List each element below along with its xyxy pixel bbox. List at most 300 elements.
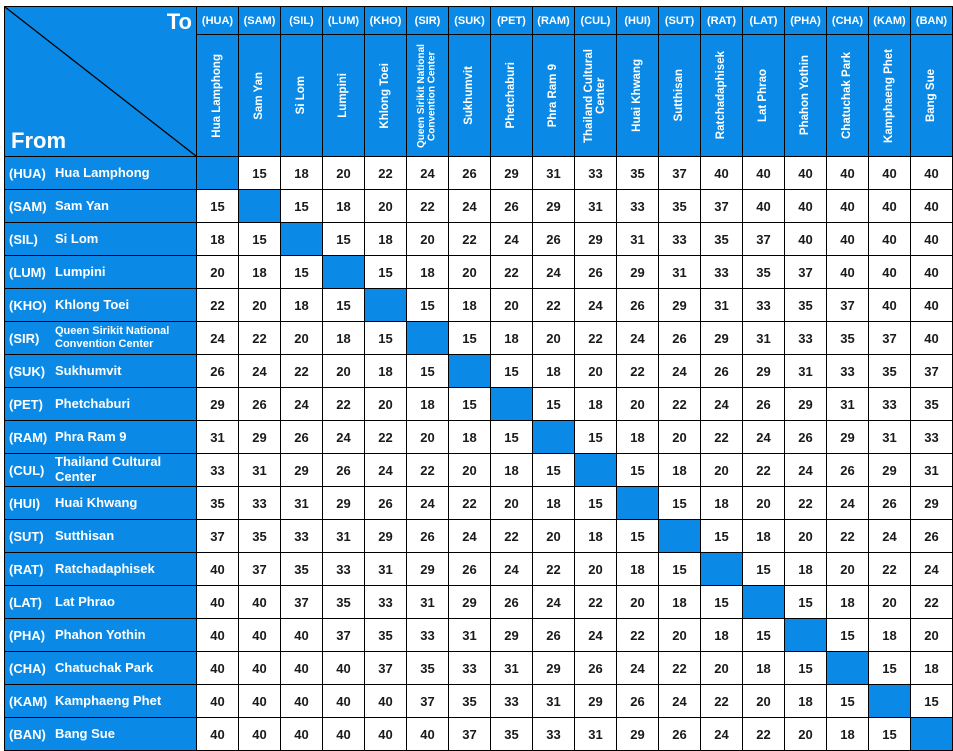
column-code-text: (HUA) xyxy=(201,14,234,27)
fare-cell: 40 xyxy=(911,256,952,288)
fare-cell: 35 xyxy=(239,520,280,552)
column-header-station xyxy=(617,35,658,156)
fare-cell: 15 xyxy=(449,388,490,420)
fare-cell: 40 xyxy=(869,223,910,255)
fare-cell: 26 xyxy=(449,553,490,585)
fare-cell: 35 xyxy=(785,289,826,321)
fare-cell: 40 xyxy=(785,190,826,222)
diagonal-cell xyxy=(617,487,658,519)
column-code-text: (SAM) xyxy=(243,14,276,27)
fare-cell: 33 xyxy=(743,289,784,321)
fare-cell: 40 xyxy=(281,685,322,717)
fare-cell: 24 xyxy=(659,685,700,717)
fare-cell: 35 xyxy=(491,718,532,750)
fare-cell: 22 xyxy=(449,487,490,519)
fare-cell: 22 xyxy=(659,388,700,420)
fare-cell: 33 xyxy=(533,718,574,750)
column-code-text: (KAM) xyxy=(873,14,906,27)
column-code-text: (BAN) xyxy=(915,14,948,27)
fare-cell: 18 xyxy=(743,652,784,684)
fare-cell: 18 xyxy=(365,223,406,255)
row-header-station xyxy=(5,652,196,684)
row-station-name: Si Lom xyxy=(55,230,99,246)
fare-cell: 35 xyxy=(911,388,952,420)
row-code-text: (SIL) xyxy=(9,231,38,247)
fare-cell: 18 xyxy=(533,487,574,519)
fare-cell: 22 xyxy=(743,718,784,750)
column-header-station xyxy=(827,35,868,156)
fare-cell: 35 xyxy=(407,652,448,684)
column-station-name: Sutthisan xyxy=(673,69,686,122)
fare-cell: 40 xyxy=(197,652,238,684)
fare-cell: 40 xyxy=(827,157,868,189)
row-station-name: Sam Yan xyxy=(55,197,109,213)
fare-cell: 18 xyxy=(449,421,490,453)
fare-cell: 22 xyxy=(617,355,658,387)
fare-cell: 40 xyxy=(281,652,322,684)
fare-cell: 26 xyxy=(281,421,322,453)
fare-cell: 29 xyxy=(743,355,784,387)
fare-cell: 24 xyxy=(281,388,322,420)
row-code-text: (PET) xyxy=(9,396,43,412)
column-code-text: (SIL) xyxy=(289,14,314,27)
column-header-station xyxy=(491,35,532,156)
fare-cell: 24 xyxy=(449,520,490,552)
fare-cell: 18 xyxy=(491,322,532,354)
column-code-text: (RAT) xyxy=(706,14,737,27)
fare-cell: 26 xyxy=(701,355,742,387)
fare-cell: 18 xyxy=(575,520,616,552)
fare-cell: 15 xyxy=(617,454,658,486)
column-code-text: (LUM) xyxy=(327,14,360,27)
fare-cell: 40 xyxy=(197,718,238,750)
fare-cell: 20 xyxy=(491,487,532,519)
fare-cell: 33 xyxy=(449,652,490,684)
column-station-name: Khlong Toei xyxy=(379,62,392,129)
column-header-station xyxy=(407,35,448,156)
column-header-code xyxy=(659,7,700,34)
fare-cell: 24 xyxy=(701,718,742,750)
fare-cell: 24 xyxy=(323,421,364,453)
fare-cell: 20 xyxy=(869,586,910,618)
diagonal-cell xyxy=(701,553,742,585)
fare-cell: 33 xyxy=(785,322,826,354)
fare-cell: 37 xyxy=(785,256,826,288)
row-header-station xyxy=(5,190,196,222)
fare-cell: 18 xyxy=(869,619,910,651)
fare-cell: 26 xyxy=(659,322,700,354)
fare-cell: 24 xyxy=(407,487,448,519)
column-station-name: Kamphaeng Phet xyxy=(883,48,896,143)
column-station-name: Phetchaburi xyxy=(505,62,518,129)
diagonal-cell xyxy=(491,388,532,420)
row-code-text: (KAM) xyxy=(9,693,48,709)
row-header-station xyxy=(5,223,196,255)
fare-cell: 18 xyxy=(827,718,868,750)
fare-cell: 31 xyxy=(659,256,700,288)
fare-cell: 35 xyxy=(743,256,784,288)
row-station-name: Huai Khwang xyxy=(55,494,138,510)
row-station-name: Khlong Toei xyxy=(55,296,130,312)
column-header-code xyxy=(449,7,490,34)
fare-cell: 40 xyxy=(197,619,238,651)
row-station-name: Sutthisan xyxy=(55,527,115,543)
fare-cell: 18 xyxy=(197,223,238,255)
fare-cell: 40 xyxy=(365,685,406,717)
fare-cell: 40 xyxy=(743,190,784,222)
fare-cell: 31 xyxy=(827,388,868,420)
fare-cell: 20 xyxy=(827,553,868,585)
fare-cell: 40 xyxy=(281,619,322,651)
fare-cell: 22 xyxy=(407,454,448,486)
fare-cell: 20 xyxy=(407,223,448,255)
fare-cell: 40 xyxy=(281,718,322,750)
fare-cell: 22 xyxy=(491,256,532,288)
fare-cell: 24 xyxy=(701,388,742,420)
fare-cell: 26 xyxy=(323,454,364,486)
fare-cell: 29 xyxy=(827,421,868,453)
row-code-text: (RAM) xyxy=(9,429,48,445)
fare-cell: 37 xyxy=(365,652,406,684)
fare-cell: 37 xyxy=(743,223,784,255)
column-header-station xyxy=(533,35,574,156)
fare-cell: 40 xyxy=(785,157,826,189)
fare-cell: 22 xyxy=(323,388,364,420)
fare-cell: 18 xyxy=(533,355,574,387)
fare-cell: 15 xyxy=(239,157,280,189)
fare-cell: 40 xyxy=(323,685,364,717)
fare-cell: 15 xyxy=(239,223,280,255)
fare-cell: 24 xyxy=(239,355,280,387)
fare-cell: 20 xyxy=(911,619,952,651)
fare-cell: 24 xyxy=(407,157,448,189)
fare-cell: 20 xyxy=(491,289,532,321)
row-header-station xyxy=(5,487,196,519)
fare-cell: 18 xyxy=(407,388,448,420)
diagonal-cell xyxy=(323,256,364,288)
row-code-text: (RAT) xyxy=(9,561,44,577)
fare-cell: 26 xyxy=(911,520,952,552)
fare-cell: 22 xyxy=(659,652,700,684)
fare-cell: 20 xyxy=(449,454,490,486)
fare-cell: 29 xyxy=(785,388,826,420)
fare-cell: 29 xyxy=(701,322,742,354)
fare-cell: 18 xyxy=(701,487,742,519)
fare-cell: 20 xyxy=(659,421,700,453)
fare-cell: 35 xyxy=(869,355,910,387)
fare-cell: 31 xyxy=(743,322,784,354)
fare-cell: 40 xyxy=(911,289,952,321)
from-label: From xyxy=(11,128,66,153)
column-code-text: (SUT) xyxy=(664,14,695,27)
fare-cell: 31 xyxy=(575,190,616,222)
fare-cell: 26 xyxy=(617,685,658,717)
fare-cell: 40 xyxy=(239,685,280,717)
fare-cell: 31 xyxy=(701,289,742,321)
diagonal-cell xyxy=(533,421,574,453)
fare-cell: 26 xyxy=(659,718,700,750)
row-header-station xyxy=(5,355,196,387)
fare-cell: 15 xyxy=(701,520,742,552)
fare-cell: 33 xyxy=(197,454,238,486)
fare-cell: 18 xyxy=(365,355,406,387)
fare-cell: 35 xyxy=(617,157,658,189)
row-code-text: (CUL) xyxy=(9,462,45,478)
column-header-station xyxy=(575,35,616,156)
fare-cell: 15 xyxy=(407,289,448,321)
row-header-station xyxy=(5,520,196,552)
fare-cell: 33 xyxy=(491,685,532,717)
fare-cell: 29 xyxy=(365,520,406,552)
fare-cell: 37 xyxy=(869,322,910,354)
row-header-station xyxy=(5,454,196,486)
column-header-station xyxy=(365,35,406,156)
fare-cell: 35 xyxy=(365,619,406,651)
fare-cell: 40 xyxy=(911,322,952,354)
fare-cell: 37 xyxy=(449,718,490,750)
fare-cell: 20 xyxy=(701,454,742,486)
fare-cell: 22 xyxy=(407,190,448,222)
fare-cell: 35 xyxy=(827,322,868,354)
fare-cell: 33 xyxy=(575,157,616,189)
column-code-text: (SUK) xyxy=(454,14,485,27)
fare-cell: 18 xyxy=(617,421,658,453)
row-code-text: (SIR) xyxy=(9,330,40,346)
fare-cell: 26 xyxy=(575,652,616,684)
row-header-station xyxy=(5,586,196,618)
fare-cell: 15 xyxy=(197,190,238,222)
fare-cell: 31 xyxy=(449,619,490,651)
fare-cell: 35 xyxy=(659,190,700,222)
row-station-name: Thailand Cultural Center xyxy=(55,454,162,484)
fare-cell: 20 xyxy=(197,256,238,288)
fare-cell: 15 xyxy=(449,322,490,354)
row-code-text: (BAN) xyxy=(9,726,46,742)
fare-cell: 33 xyxy=(281,520,322,552)
column-header-code xyxy=(701,7,742,34)
column-header-code xyxy=(785,7,826,34)
fare-cell: 26 xyxy=(197,355,238,387)
fare-cell: 22 xyxy=(827,520,868,552)
to-label: To xyxy=(166,9,192,34)
row-station-name: Hua Lamphong xyxy=(55,164,150,180)
fare-cell: 20 xyxy=(533,520,574,552)
row-header-station xyxy=(5,157,196,189)
diagonal-cell xyxy=(449,355,490,387)
fare-cell: 18 xyxy=(827,586,868,618)
diagonal-cell xyxy=(575,454,616,486)
fare-cell: 22 xyxy=(701,421,742,453)
diagonal-cell xyxy=(197,157,238,189)
fare-cell: 15 xyxy=(743,619,784,651)
fare-cell: 15 xyxy=(281,190,322,222)
fare-cell: 33 xyxy=(911,421,952,453)
fare-cell: 26 xyxy=(407,520,448,552)
column-header-station xyxy=(911,35,952,156)
fare-cell: 20 xyxy=(785,718,826,750)
fare-cell: 31 xyxy=(617,223,658,255)
column-header-station xyxy=(785,35,826,156)
fare-cell: 18 xyxy=(449,289,490,321)
fare-cell: 35 xyxy=(701,223,742,255)
fare-cell: 31 xyxy=(575,718,616,750)
row-header-station xyxy=(5,685,196,717)
row-station-name: Bang Sue xyxy=(55,725,115,741)
row-station-name: Ratchadaphisek xyxy=(55,560,155,576)
column-station-name: Si Lom xyxy=(295,76,308,115)
fare-cell: 22 xyxy=(575,322,616,354)
fare-cell: 18 xyxy=(491,454,532,486)
fare-cell: 29 xyxy=(281,454,322,486)
row-header-station xyxy=(5,322,196,354)
row-station-name: Phetchaburi xyxy=(55,395,131,411)
fare-cell: 20 xyxy=(575,355,616,387)
column-station-name: Phra Ram 9 xyxy=(547,63,560,128)
column-header-code xyxy=(239,7,280,34)
fare-cell: 35 xyxy=(449,685,490,717)
fare-cell: 40 xyxy=(869,289,910,321)
fare-cell: 37 xyxy=(197,520,238,552)
fare-cell: 15 xyxy=(659,487,700,519)
fare-cell: 31 xyxy=(197,421,238,453)
row-code-text: (KHO) xyxy=(9,297,47,313)
fare-cell: 18 xyxy=(617,553,658,585)
fare-cell: 26 xyxy=(449,157,490,189)
fare-cell: 18 xyxy=(911,652,952,684)
fare-cell: 20 xyxy=(575,553,616,585)
fare-cell: 22 xyxy=(491,520,532,552)
fare-cell: 20 xyxy=(365,190,406,222)
fare-cell: 18 xyxy=(659,454,700,486)
fare-cell: 29 xyxy=(449,586,490,618)
row-header-station xyxy=(5,421,196,453)
column-station-name: Queen Sirikit National Convention Center xyxy=(416,43,438,148)
row-header-station xyxy=(5,619,196,651)
column-station-name: Ratchadaphisek xyxy=(715,51,728,140)
fare-cell: 22 xyxy=(239,322,280,354)
fare-cell: 24 xyxy=(365,454,406,486)
fare-cell: 40 xyxy=(827,223,868,255)
column-station-name: Sam Yan xyxy=(253,71,266,120)
fare-cell: 40 xyxy=(701,157,742,189)
fare-cell: 15 xyxy=(827,619,868,651)
column-station-name: Sukhumvit xyxy=(463,66,476,125)
fare-cell: 24 xyxy=(575,289,616,321)
column-station-name: Thailand Cultural Center xyxy=(583,48,608,143)
fare-cell: 40 xyxy=(239,586,280,618)
column-station-name: Lat Phrao xyxy=(757,68,770,123)
column-header-code xyxy=(197,7,238,34)
fare-cell: 15 xyxy=(407,355,448,387)
column-station-name: Phahon Yothin xyxy=(799,55,812,136)
fare-cell: 31 xyxy=(407,586,448,618)
diagonal-cell xyxy=(365,289,406,321)
column-header-station xyxy=(323,35,364,156)
fare-cell: 29 xyxy=(869,454,910,486)
row-code-text: (SUT) xyxy=(9,528,44,544)
fare-cell: 33 xyxy=(239,487,280,519)
diagonal-cell xyxy=(827,652,868,684)
row-code-text: (HUI) xyxy=(9,495,41,511)
row-station-name: Queen Sirikit National Convention Center xyxy=(55,325,170,350)
fare-cell: 22 xyxy=(533,553,574,585)
column-header-code xyxy=(827,7,868,34)
column-code-text: (CHA) xyxy=(831,14,864,27)
column-station-name: Bang Sue xyxy=(925,68,938,123)
fare-cell: 15 xyxy=(323,223,364,255)
fare-cell: 40 xyxy=(911,223,952,255)
fare-cell: 24 xyxy=(743,421,784,453)
column-header-code xyxy=(491,7,532,34)
fare-cell: 24 xyxy=(491,223,532,255)
fare-cell: 24 xyxy=(659,355,700,387)
fare-cell: 26 xyxy=(743,388,784,420)
diagonal-cell xyxy=(911,718,952,750)
fare-cell: 24 xyxy=(911,553,952,585)
diagonal-cell xyxy=(869,685,910,717)
fare-cell: 37 xyxy=(281,586,322,618)
fare-cell: 40 xyxy=(827,190,868,222)
fare-cell: 24 xyxy=(827,487,868,519)
fare-cell: 37 xyxy=(701,190,742,222)
column-code-text: (PET) xyxy=(497,14,526,27)
fare-cell: 22 xyxy=(365,157,406,189)
fare-cell: 40 xyxy=(785,223,826,255)
fare-cell: 20 xyxy=(449,256,490,288)
fare-cell: 26 xyxy=(491,586,532,618)
row-station-name: Phahon Yothin xyxy=(55,626,146,642)
row-header-station xyxy=(5,256,196,288)
fare-cell: 37 xyxy=(827,289,868,321)
fare-cell: 33 xyxy=(827,355,868,387)
fare-cell: 35 xyxy=(197,487,238,519)
column-header-station xyxy=(659,35,700,156)
row-station-name: Phra Ram 9 xyxy=(55,428,127,444)
fare-cell: 22 xyxy=(533,289,574,321)
to-from-corner-header xyxy=(5,7,196,156)
fare-cell: 22 xyxy=(911,586,952,618)
column-header-code xyxy=(617,7,658,34)
fare-cell: 22 xyxy=(743,454,784,486)
column-header-station xyxy=(449,35,490,156)
fare-cell: 20 xyxy=(281,322,322,354)
fare-cell: 31 xyxy=(533,685,574,717)
fare-cell: 20 xyxy=(323,157,364,189)
fare-cell: 29 xyxy=(197,388,238,420)
fare-cell: 40 xyxy=(323,652,364,684)
fare-cell: 29 xyxy=(407,553,448,585)
fare-cell: 22 xyxy=(785,487,826,519)
fare-cell: 29 xyxy=(617,256,658,288)
fare-cell: 40 xyxy=(743,157,784,189)
fare-cell: 18 xyxy=(323,322,364,354)
fare-cell: 26 xyxy=(365,487,406,519)
fare-cell: 31 xyxy=(785,355,826,387)
fare-cell: 37 xyxy=(239,553,280,585)
diagonal-cell xyxy=(407,322,448,354)
column-code-text: (LAT) xyxy=(749,14,778,27)
column-header-station xyxy=(701,35,742,156)
fare-cell: 24 xyxy=(617,652,658,684)
fare-cell: 29 xyxy=(533,652,574,684)
column-station-name: Chatuchak Park xyxy=(841,52,854,139)
fare-cell: 40 xyxy=(869,256,910,288)
row-header-station xyxy=(5,289,196,321)
row-header-station xyxy=(5,553,196,585)
fare-cell: 29 xyxy=(659,289,700,321)
fare-cell: 22 xyxy=(869,553,910,585)
fare-cell: 18 xyxy=(281,157,322,189)
